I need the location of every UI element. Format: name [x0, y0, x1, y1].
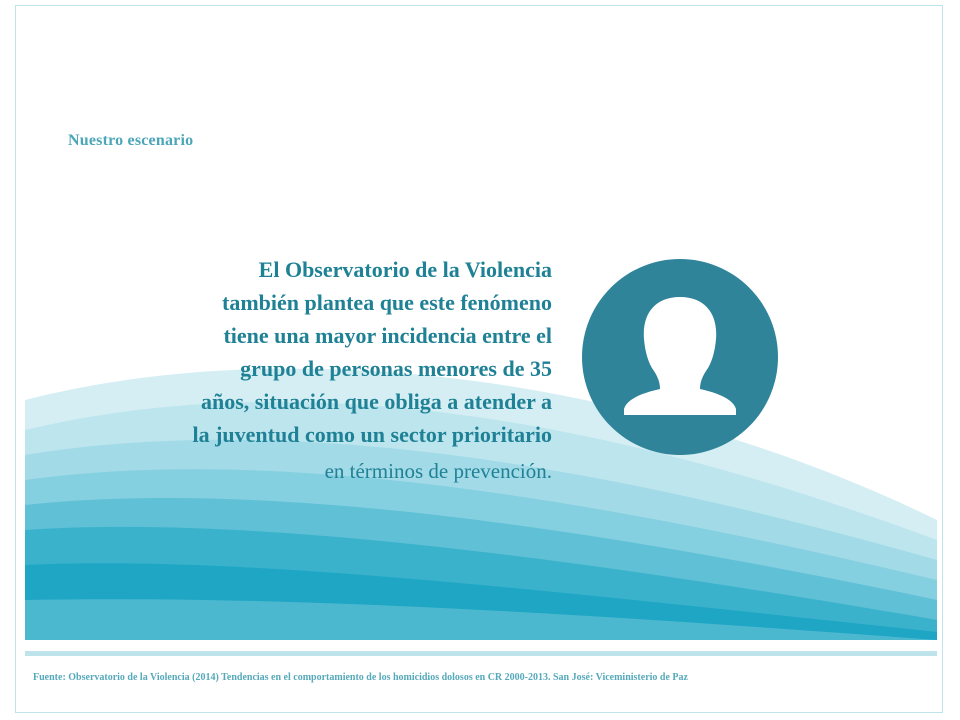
- statement-line: la juventud como un sector prioritario: [192, 422, 552, 447]
- statement-line: grupo de personas menores de 35: [240, 356, 552, 381]
- statement-line: El Observatorio de la Violencia: [258, 257, 552, 282]
- user-silhouette-icon: [582, 259, 778, 455]
- footer-divider: [25, 651, 937, 656]
- statement-line: tiene una mayor incidencia entre el: [223, 323, 552, 348]
- main-statement: [100, 253, 552, 488]
- statement-line: en términos de prevención.: [324, 459, 552, 483]
- section-title: Nuestro escenario: [68, 132, 194, 149]
- statement-line: también plantea que este fenómeno: [222, 290, 552, 315]
- source-citation: Fuente: Observatorio de la Violencia (2014) Tendencias en el comportamiento de los homicidios dolosos en CR 2000-2013. San José: Viceministerio de Paz: [33, 672, 688, 683]
- statement-line: años, situación que obliga a atender a: [200, 389, 552, 414]
